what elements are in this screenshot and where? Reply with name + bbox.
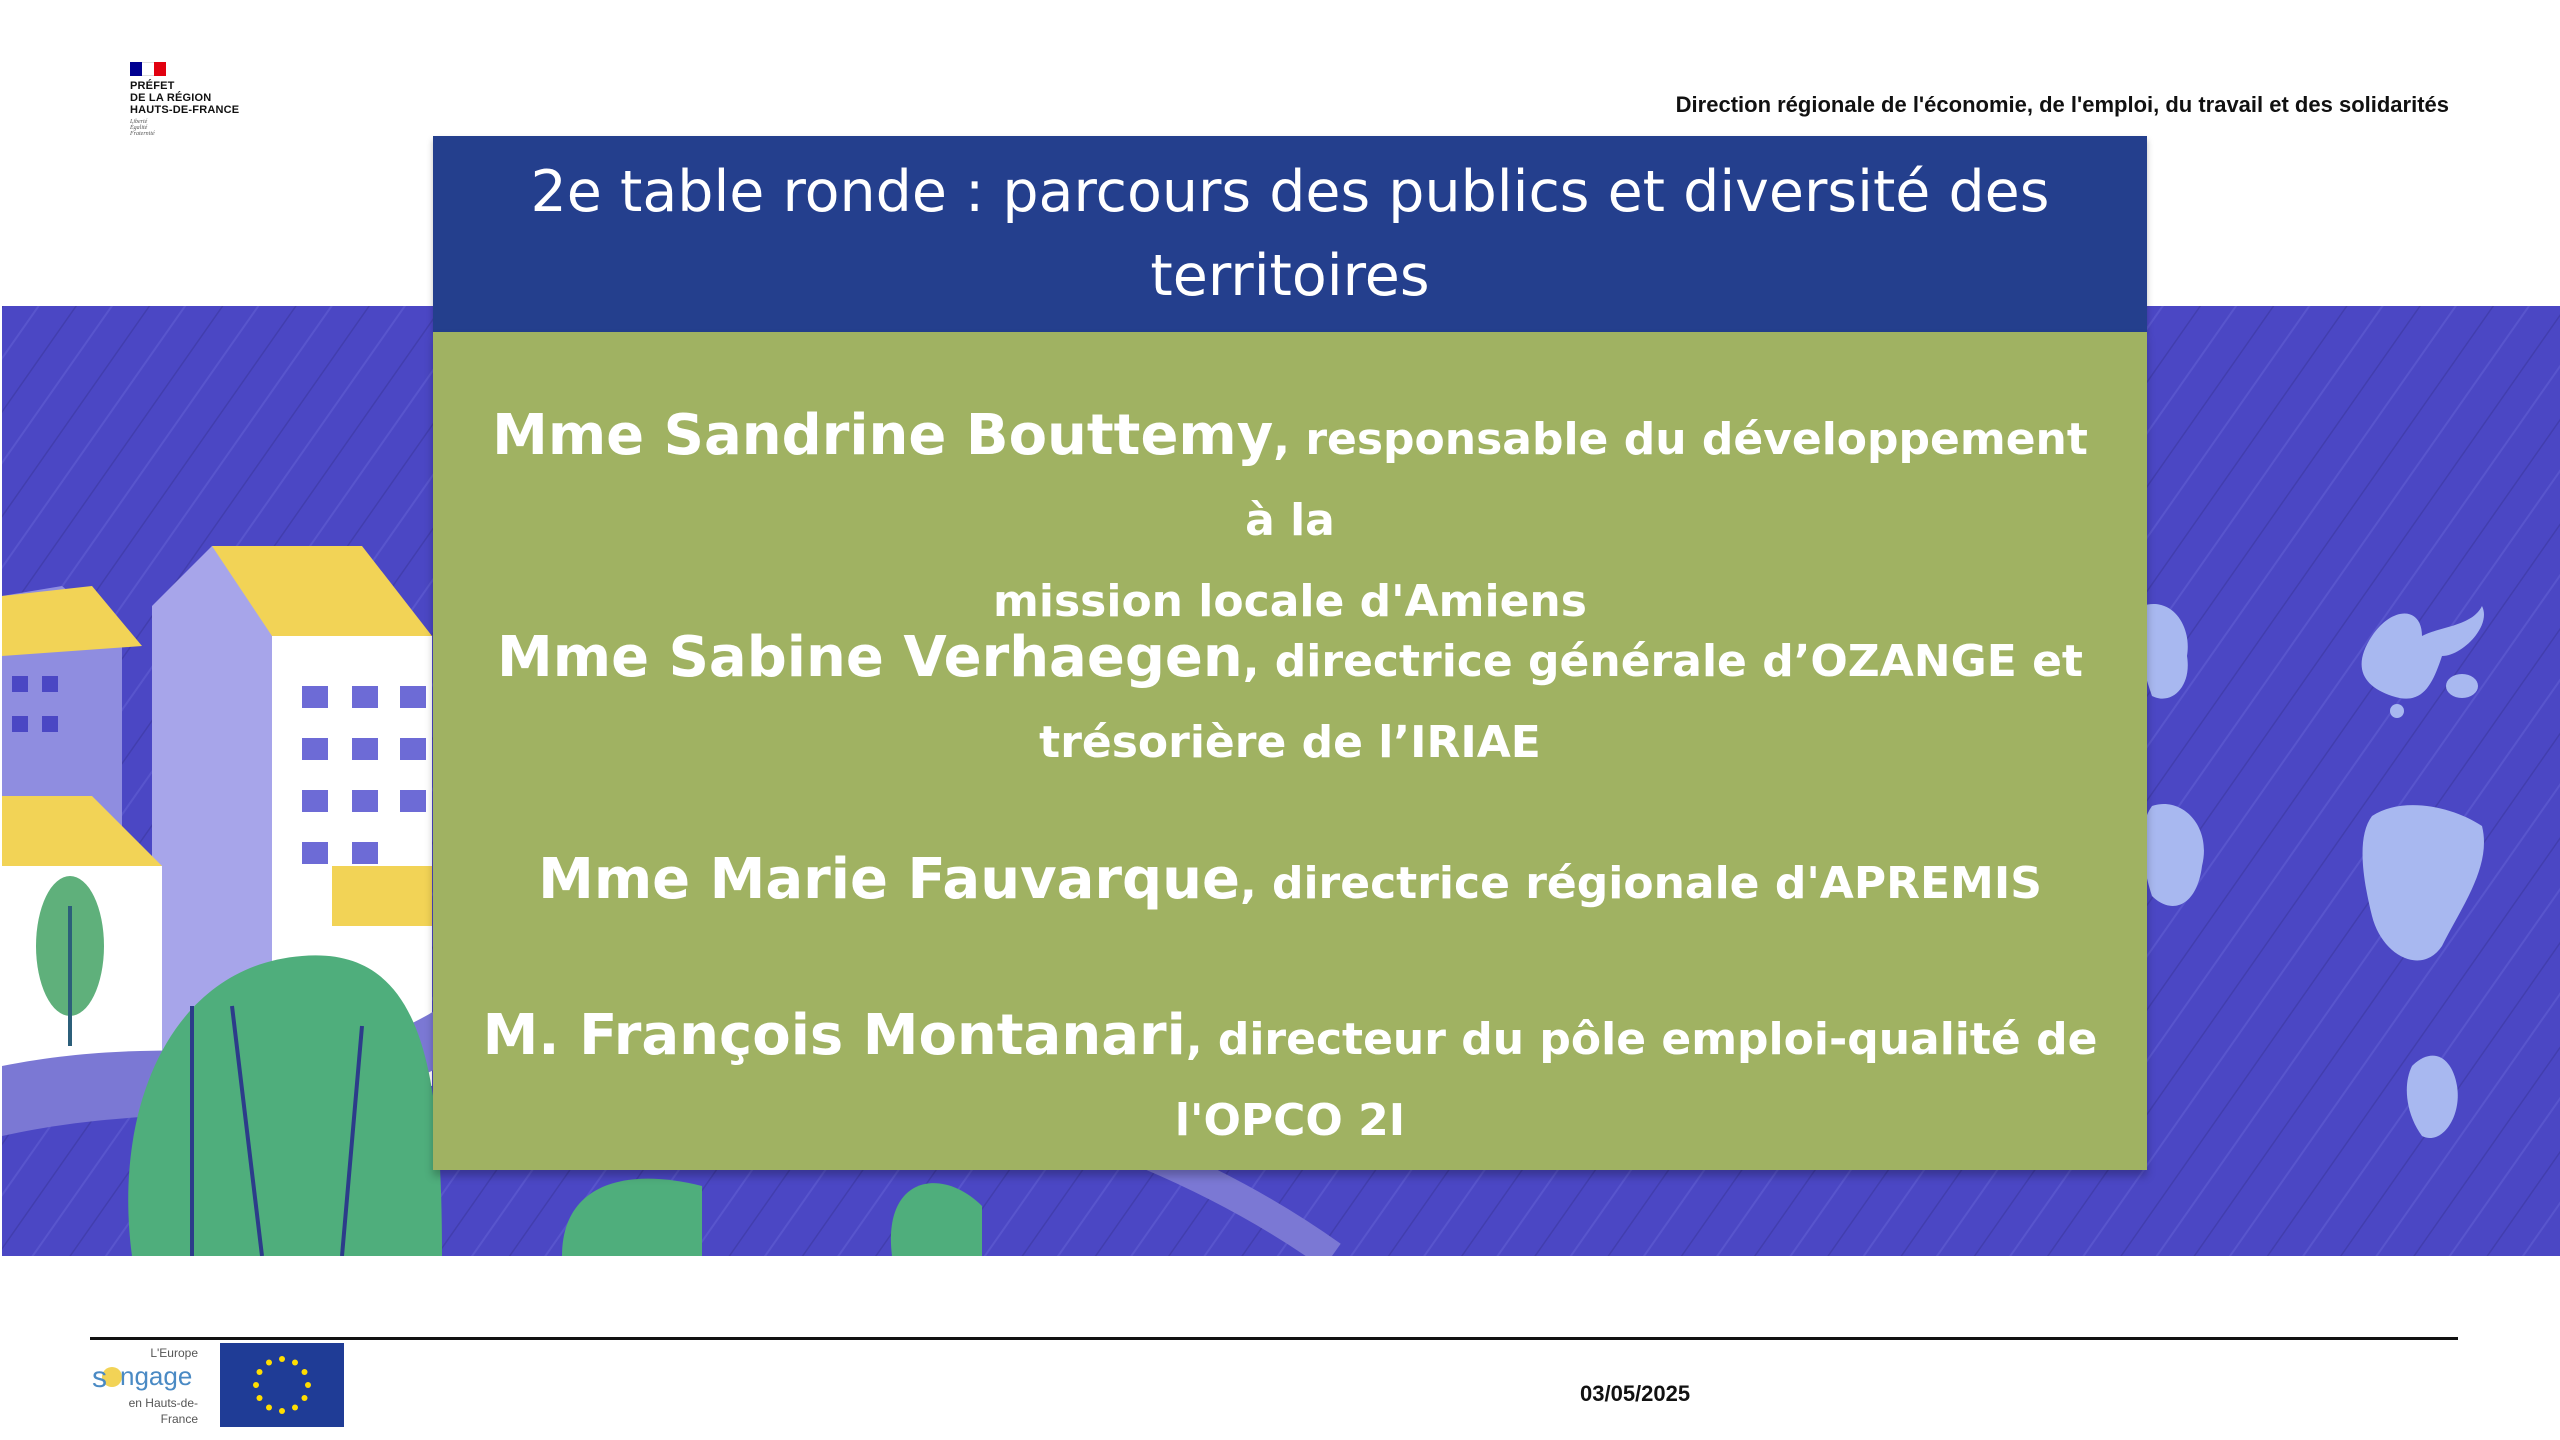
- eu-star-icon: [257, 1395, 263, 1401]
- prefet-logo-line: HAUTS-DE-FRANCE: [130, 104, 240, 116]
- europe-logo-graphic: [90, 1343, 210, 1427]
- footer-divider: [90, 1337, 2458, 1340]
- europe-logo-line3: en Hauts-de-: [128, 1396, 198, 1410]
- europe-logo-s: s: [92, 1361, 107, 1394]
- speaker-entry: [473, 844, 2107, 929]
- prefet-logo-text: [130, 80, 270, 116]
- speaker-role: , directeur du pôle emploi-qualité de: [1185, 1014, 2098, 1065]
- slide-date: 03/05/2025: [1580, 1381, 1691, 1406]
- eu-star-icon: [266, 1360, 272, 1366]
- eu-star-icon: [279, 1356, 285, 1362]
- title-box: [433, 136, 2147, 332]
- eu-star-icon: [292, 1405, 298, 1411]
- speaker-role: trésorière de l’IRIAE: [1039, 717, 1541, 768]
- title-line: 2e table ronde : parcours des publics et diversité des: [530, 159, 2050, 225]
- slide-title: [491, 150, 2090, 318]
- direction-name: Direction régionale de l'économie, de l'emploi, du travail et des solidarités: [1675, 92, 2449, 117]
- prefet-logo-line: DE LA RÉGION: [130, 92, 212, 104]
- speaker-entry: [473, 400, 2107, 647]
- speaker-name: M. François Montanari: [482, 1003, 1186, 1068]
- prefet-logo-line: PRÉFET: [130, 80, 175, 92]
- speaker-role: , responsable du développement à la: [1245, 414, 2088, 546]
- motto-line: Égalité: [130, 125, 148, 131]
- prefet-motto: [130, 119, 270, 137]
- french-flag-icon: [130, 62, 166, 76]
- speakers-box: [433, 332, 2147, 1170]
- europe-sengage-logo: [90, 1343, 210, 1427]
- speaker-name: Mme Marie Fauvarque: [538, 847, 1240, 912]
- speaker-role: l'OPCO 2I: [1174, 1095, 1406, 1146]
- title-line: territoires: [1150, 243, 1430, 309]
- speaker-entry: [473, 1000, 2107, 1166]
- eu-star-icon: [253, 1382, 259, 1388]
- speaker-role: mission locale d'Amiens: [993, 576, 1587, 627]
- eu-star-icon: [257, 1369, 263, 1375]
- eu-star-icon: [305, 1382, 311, 1388]
- speaker-name: Mme Sandrine Bouttemy: [492, 403, 1274, 468]
- europe-logo-engage: ngage: [120, 1361, 193, 1391]
- speaker-role: , directrice régionale d'APREMIS: [1239, 858, 2042, 909]
- eu-star-icon: [292, 1360, 298, 1366]
- speaker-name: Mme Sabine Verhaegen: [497, 625, 1243, 690]
- eu-flag-icon: [220, 1343, 344, 1427]
- eu-star-icon: [279, 1408, 285, 1414]
- prefet-logo: [130, 62, 270, 154]
- motto-line: Fraternité: [130, 131, 155, 137]
- eu-star-icon: [266, 1405, 272, 1411]
- motto-line: Liberté: [130, 119, 148, 125]
- speaker-role: , directrice générale d’OZANGE et: [1242, 636, 2083, 687]
- eu-stars-icon: [220, 1343, 344, 1427]
- speaker-entry: [473, 622, 2107, 788]
- eu-star-icon: [302, 1395, 308, 1401]
- europe-logo-top: L'Europe: [150, 1346, 198, 1360]
- eu-star-icon: [302, 1369, 308, 1375]
- europe-logo-line4: France: [160, 1412, 198, 1426]
